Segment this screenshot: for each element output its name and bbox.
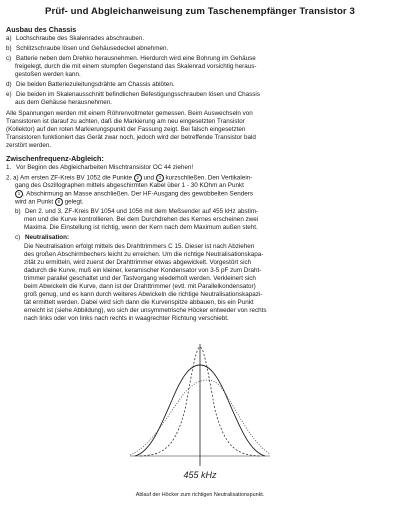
item-text: Batterie neben dem Drehko herausnehmen. Hierdurch wird eine Bohrung im Gehäuse — [16, 55, 256, 62]
paragraph-line: Transistoren funktioniert das Gerät zwar noch, jedoch wird der betreffende Transistor bald — [6, 134, 256, 141]
neutralisation-line: tät ermittelt werden. Dabei wird sich dann die Kurvenspitze abbauen, bis ein Punkt — [24, 299, 254, 306]
neutralisation-line: dadurch die Kurve, muß ein kleiner, keramischer Kondensator von 3-5 pF zum Draht- — [24, 267, 262, 274]
neutralisation-line: trimmer parallel geschaltet und der Tastvorgang wiederholt werden. Verkleinert sich — [24, 275, 256, 282]
item-text: Die beiden im Skalenausschnitt befindlichen Befestigungsschrauben lösen und Chassis — [16, 91, 260, 98]
paragraph-line: Alle Spannungen werden mit einem Röhrenvoltmeter gemessen. Beim Auswechseln von — [6, 110, 253, 117]
document-title: Prüf- und Abgleichanweisung zum Taschenempfänger Transistor 3 — [45, 6, 355, 17]
figure-caption: Ablauf der Höcker zum richtigen Neutralisationspunkt. — [135, 492, 265, 498]
item-tag: b) — [6, 45, 12, 52]
subsection-heading: Neutralisation: — [25, 234, 70, 241]
paragraph-line: zerstört werden. — [6, 142, 52, 149]
item-tag: b) — [15, 208, 21, 215]
step-2b-cont: men und die Kurve kontrollieren. Bei dem Durchdrehen des Kernes erscheinen zwei — [24, 216, 259, 223]
paragraph-line: Transistoren ist darauf zu achten, daß die Markierung am neu eingesetzten Transistor — [6, 118, 245, 125]
item-tag: c) — [6, 55, 12, 62]
neutralisation-line: zität zu ermitteln, wird zuerst der Drahttrimmer etwas abgewickelt. Vorgestört sich — [24, 259, 252, 266]
item-tag: a) — [6, 35, 12, 42]
frequency-label: 455 kHz — [183, 470, 217, 480]
item-text: Schlitzschraube lösen und Gehäusedeckel abnehmen. — [16, 45, 169, 52]
point-marker: 1 — [15, 190, 23, 198]
neutralisation-line: erreicht ist (siehe Abbildung), wo sich der unsymmetrische Höcker entweder von rechts — [24, 307, 267, 314]
list-item-e-cont: aus dem Gehäuse herausnehmen. — [15, 99, 112, 106]
step-2b-cont: Maxima. Die Einstellung ist richtig, wenn der Kern nach dem Maximum außen steht. — [24, 224, 258, 231]
point-marker: 5 — [55, 198, 63, 206]
neutralisation-line: des großen Abschirmbechers leicht zu erreichen. Um die richtige Neutralisationskapa- — [24, 251, 264, 258]
item-tag: 1. — [6, 164, 12, 171]
section-heading-ausbau: Ausbau des Chassis — [6, 25, 77, 34]
point-marker: 2 — [134, 174, 142, 182]
list-item-c-cont: gestoßen werden kann. — [15, 71, 81, 78]
item-text: Lochschraube des Skalenrades abschrauben. — [16, 35, 145, 42]
item-text: Den 2. und 3. ZF-Kreis BV 1054 und 1056 mit dem Meßsender auf 455 kHz abstim- — [25, 208, 259, 215]
item-tag: d) — [6, 81, 12, 88]
paragraph-line: (Kollektor) auf den roten Markierungspunkt der Fassung zeigt. Bei falsch eingesetzten — [6, 126, 246, 133]
point-marker: 3 — [156, 174, 164, 182]
item-text: Vor Beginn des Abgleicharbeiten Mischtransistor OC 44 ziehen! — [16, 164, 194, 171]
item-text: . Abschirmung an Masse anschließen. Der HF-Ausgang des gewobbelten Senders — [23, 190, 253, 198]
neutralisation-line: nach links oder von links nach rechts in waagrechter Richtung verschiebt. — [24, 315, 229, 322]
item-tag: 2. a) — [6, 174, 19, 182]
item-text: kurzschließen. Den Vertikalein- — [165, 174, 253, 182]
step-2a-cont: gang des Oszillographen mittels abgeschirmten Kabel über 1 - 30 KOhm an Punkt — [15, 182, 244, 189]
neutralisation-line: beim Abwickeln die Kurve, dann ist der Drahttrimmer (evtl. mit Parallelkondensator) — [24, 283, 256, 290]
item-tag: c) — [15, 234, 21, 241]
item-text: und — [143, 174, 155, 182]
neutralisation-line: Die Neutralisation erfolgt mittels des Drahttrimmers C 15. Dieser ist nach Abziehen — [24, 243, 255, 250]
item-text: Am ersten ZF-Kreis BV 1052 die Punkte — [20, 174, 133, 182]
item-text: gelegt. — [64, 198, 84, 206]
item-text: wird an Punkt — [15, 198, 54, 206]
list-item-c-cont: freigelegt, durch die mit einem stumpfen Gegenstand das Skalenrad vorsichtig heraus- — [15, 63, 257, 70]
item-text: Die beiden Batteriezuleitungsdrähte am Chassis ablöten. — [16, 81, 175, 88]
neutralisation-line: groß genug, und es kann durch weiteres Abwickeln die richtige Neutralisationskapazi- — [24, 291, 263, 298]
section-heading-zf-abgleich: Zwischenfrequenz-Abgleich: — [6, 154, 104, 163]
item-tag: e) — [6, 91, 12, 98]
